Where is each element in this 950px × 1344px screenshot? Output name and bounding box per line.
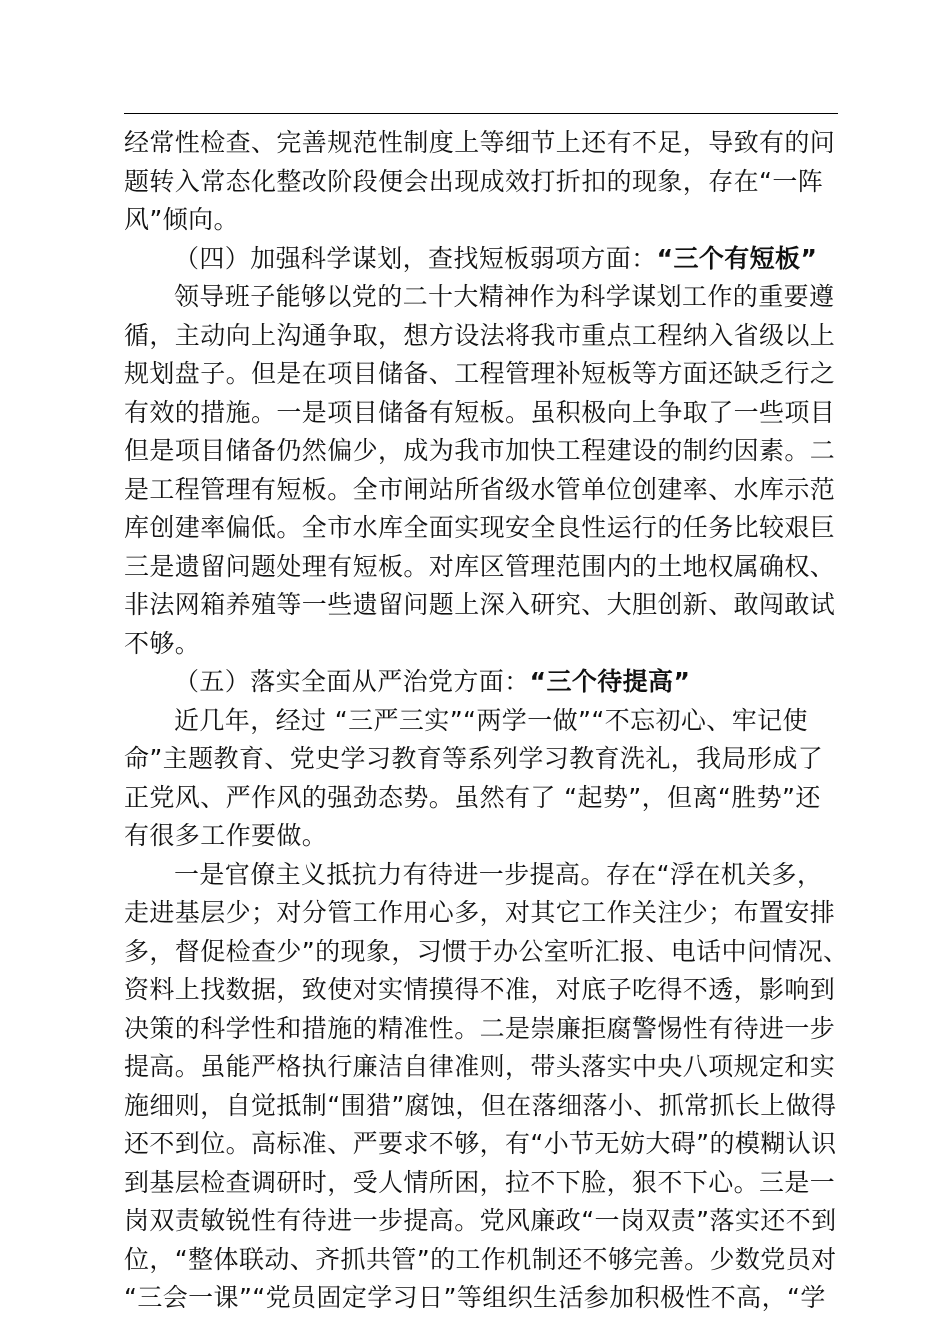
text-line: 风”倾向。 xyxy=(124,205,239,234)
text-line: 资料上找数据，致使对实情摸得不准，对底子吃得不透，影响到 xyxy=(124,975,836,1004)
section-heading-5 xyxy=(124,663,838,702)
text-line: 提高。虽能严格执行廉洁自律准则，带头落实中央八项规定和实 xyxy=(124,1052,836,1081)
section-heading-4 xyxy=(124,240,838,279)
section-heading-text: （五）落实全面从严治党方面： xyxy=(174,667,530,696)
paragraph-start: 近几年，经过 “三严三实”“两学一做”“不忘初心、牢记使 xyxy=(174,705,808,735)
text-line: “三会一课”“党员固定学习日”等组织生活参加积极性不高，“学 xyxy=(124,1283,826,1312)
text-line: 循，主动向上沟通争取，想方设法将我市重点工程纳入省级以上 xyxy=(124,320,836,350)
text-line: 正党风、严作风的强劲态势。虽然有了 “起势”，但离“胜势”还 xyxy=(124,782,821,812)
text-line: 库创建率偏低。全市水库全面实现安全良性运行的任务比较艰巨 xyxy=(124,513,836,542)
text-line: 决策的科学性和措施的精准性。二是崇廉拒腐警惕性有待进一步 xyxy=(124,1013,836,1043)
text-line: 命”主题教育、党史学习教育等系列学习教育洗礼，我局形成了 xyxy=(124,744,824,773)
text-line: 有很多工作要做。 xyxy=(124,821,328,850)
section-heading-text: （四）加强科学谋划，查找短板弱项方面： xyxy=(174,243,657,273)
paragraph-start: 领导班子能够以党的二十大精神作为科学谋划工作的重要遵 xyxy=(174,282,835,311)
text-line: 不够。 xyxy=(124,628,201,658)
text-line: 是工程管理有短板。全市闸站所省级水管单位创建率、水库示范 xyxy=(124,474,836,504)
text-line: 多，督促检查少”的现象，习惯于办公室听汇报、电话中问情况、 xyxy=(124,936,849,966)
text-line: 经常性检查、完善规范性制度上等细节上还有不足，导致有的问 xyxy=(124,128,836,157)
text-line: 施细则，自觉抵制“围猎”腐蚀，但在落细落小、抓常抓长上做得 xyxy=(124,1090,837,1120)
text-line: 位，“整体联动、齐抓共管”的工作机制还不够完善。少数党员对 xyxy=(124,1244,837,1274)
text-line: 规划盘子。但是在项目储备、工程管理补短板等方面还缺乏行之 xyxy=(124,359,836,388)
text-line: 岗双责敏锐性有待进一步提高。党风廉政“一岗双责”落实还不到 xyxy=(124,1206,837,1235)
text-line: 但是项目储备仍然偏少，成为我市加快工程建设的制约因素。二 xyxy=(124,436,836,465)
section-heading-emphasis: “三个有短板” xyxy=(656,243,818,273)
text-line: 题转入常态化整改阶段便会出现成效打折扣的现象，存在“一阵 xyxy=(124,166,824,196)
header-rule xyxy=(124,113,838,114)
text-line: 还不到位。高标准、严要求不够，有“小节无妨大碍”的模糊认识 xyxy=(124,1129,837,1158)
text-line: 有效的措施。一是项目储备有短板。虽积极向上争取了一些项目 xyxy=(124,397,836,427)
paragraph-start: 一是官僚主义抵抗力有待进一步提高。存在“浮在机关多， xyxy=(174,859,823,889)
text-line: 到基层检查调研时，受人情所困，拉不下脸，狠不下心。三是一 xyxy=(124,1167,836,1197)
text-line: 非法网箱养殖等一些遗留问题上深入研究、大胆创新、敢闯敢试 xyxy=(124,590,836,619)
section-heading-emphasis: “三个待提高” xyxy=(529,667,691,696)
document-body xyxy=(124,124,849,1318)
text-line: 走进基层少；对分管工作用心多，对其它工作关注少；布置安排 xyxy=(124,898,836,927)
text-line: 三是遗留问题处理有短板。对库区管理范围内的土地权属确权、 xyxy=(124,551,836,581)
